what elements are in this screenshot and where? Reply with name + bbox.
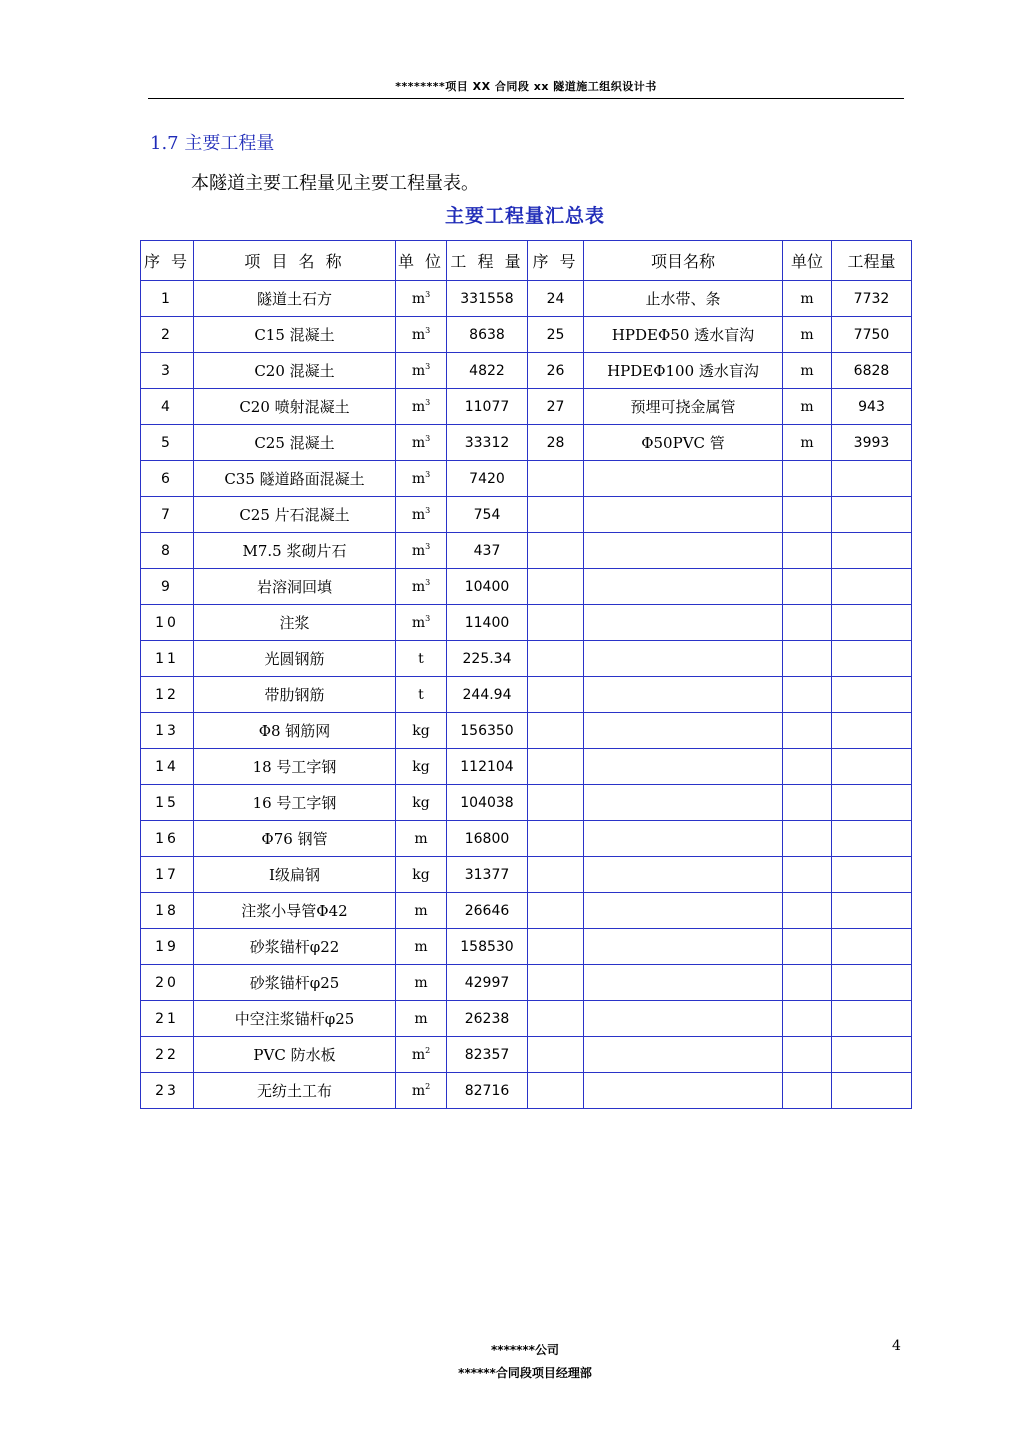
row-number: 7 — [141, 497, 194, 533]
unit-cell — [396, 749, 447, 785]
empty-cell — [584, 1073, 783, 1109]
row-number: 6 — [141, 461, 194, 497]
unit-superscript: 3 — [425, 434, 431, 443]
empty-cell — [783, 893, 832, 929]
empty-cell — [832, 713, 912, 749]
quantity-value: 437 — [447, 533, 528, 569]
empty-cell — [528, 893, 584, 929]
table-row — [141, 569, 912, 605]
row-number: 20 — [141, 965, 194, 1001]
empty-cell — [584, 497, 783, 533]
empty-cell — [832, 821, 912, 857]
empty-cell — [783, 749, 832, 785]
row-number: 9 — [141, 569, 194, 605]
unit-text: m — [411, 363, 426, 379]
item-name: 砂浆锚杆φ25 — [194, 965, 396, 1001]
running-header: ********项目 XX 合同段 xx 隧道施工组织设计书 — [395, 80, 657, 93]
row-number: 11 — [141, 641, 194, 677]
table-row — [141, 929, 912, 965]
empty-cell — [783, 605, 832, 641]
item-name: Ⅰ级扁钢 — [194, 857, 396, 893]
unit-text: t — [418, 650, 424, 667]
table-row — [141, 641, 912, 677]
table-header-row — [141, 241, 912, 281]
table-row — [141, 749, 912, 785]
empty-cell — [832, 1001, 912, 1037]
page-number: 4 — [892, 1338, 901, 1354]
quantity-value: 33312 — [447, 425, 528, 461]
row-number: 27 — [528, 389, 584, 425]
empty-cell — [528, 1037, 584, 1073]
empty-cell — [783, 677, 832, 713]
item-name: C20 喷射混凝土 — [194, 389, 396, 425]
empty-cell — [832, 497, 912, 533]
quantity-value: 156350 — [447, 713, 528, 749]
item-name: Φ8 钢筋网 — [194, 713, 396, 749]
unit-cell — [396, 569, 447, 605]
quantity-value: 7420 — [447, 461, 528, 497]
unit-text: m — [411, 1047, 426, 1063]
quantity-value: 6828 — [832, 353, 912, 389]
item-name: 带肋钢筋 — [194, 677, 396, 713]
unit-text: m — [411, 399, 426, 415]
quantity-value: 8638 — [447, 317, 528, 353]
empty-cell — [832, 785, 912, 821]
row-number: 13 — [141, 713, 194, 749]
empty-cell — [528, 1001, 584, 1037]
table-row — [141, 425, 912, 461]
table-row — [141, 1037, 912, 1073]
quantity-value: 26646 — [447, 893, 528, 929]
unit-cell: m — [783, 353, 832, 389]
empty-cell — [528, 857, 584, 893]
unit-text: m — [411, 471, 426, 487]
item-name: 光圆钢筋 — [194, 641, 396, 677]
empty-cell — [584, 893, 783, 929]
table-row — [141, 353, 912, 389]
row-number: 2 — [141, 317, 194, 353]
table-row — [141, 497, 912, 533]
item-name: 注浆小导管Φ42 — [194, 893, 396, 929]
empty-cell — [528, 641, 584, 677]
unit-cell — [396, 857, 447, 893]
quantity-value: 42997 — [447, 965, 528, 1001]
unit-cell: m — [783, 425, 832, 461]
empty-cell — [528, 533, 584, 569]
empty-cell — [584, 533, 783, 569]
empty-cell — [783, 821, 832, 857]
empty-cell — [783, 461, 832, 497]
row-number: 28 — [528, 425, 584, 461]
unit-superscript: 3 — [425, 578, 431, 587]
unit-text: m — [411, 507, 426, 523]
item-name: Φ50PVC 管 — [584, 425, 783, 461]
row-number: 1 — [141, 281, 194, 317]
unit-cell — [396, 929, 447, 965]
table-row — [141, 677, 912, 713]
unit-cell — [396, 533, 447, 569]
unit-cell — [396, 677, 447, 713]
unit-cell — [396, 425, 447, 461]
empty-cell — [584, 641, 783, 677]
unit-text: kg — [412, 722, 430, 739]
quantity-value: 4822 — [447, 353, 528, 389]
empty-cell — [832, 1037, 912, 1073]
item-name: 隧道土石方 — [194, 281, 396, 317]
unit-cell — [396, 317, 447, 353]
unit-text: kg — [412, 794, 430, 811]
header-divider — [148, 98, 904, 99]
table-row — [141, 821, 912, 857]
unit-cell — [396, 389, 447, 425]
item-name: HPDEΦ50 透水盲沟 — [584, 317, 783, 353]
unit-cell — [396, 821, 447, 857]
empty-cell — [584, 785, 783, 821]
col-header-qty-left: 工 程 量 — [447, 241, 528, 281]
unit-superscript: 3 — [425, 542, 431, 551]
unit-superscript: 3 — [425, 506, 431, 515]
item-name: 16 号工字钢 — [194, 785, 396, 821]
col-header-name-right: 项目名称 — [584, 241, 783, 281]
unit-cell — [396, 461, 447, 497]
empty-cell — [584, 749, 783, 785]
unit-cell — [396, 893, 447, 929]
footer-company: *******公司 — [491, 1343, 559, 1357]
empty-cell — [528, 569, 584, 605]
empty-cell — [584, 1001, 783, 1037]
table-row — [141, 1073, 912, 1109]
empty-cell — [528, 605, 584, 641]
empty-cell — [832, 929, 912, 965]
quantity-value: 82716 — [447, 1073, 528, 1109]
empty-cell — [832, 677, 912, 713]
table-row — [141, 713, 912, 749]
row-number: 23 — [141, 1073, 194, 1109]
table-row — [141, 965, 912, 1001]
empty-cell — [783, 569, 832, 605]
unit-text: m — [414, 974, 428, 991]
unit-superscript: 2 — [425, 1082, 431, 1091]
row-number: 22 — [141, 1037, 194, 1073]
unit-text: m — [411, 291, 426, 307]
empty-cell — [584, 605, 783, 641]
empty-cell — [832, 533, 912, 569]
item-name: 中空注浆锚杆φ25 — [194, 1001, 396, 1037]
empty-cell — [783, 965, 832, 1001]
unit-text: m — [411, 579, 426, 595]
item-name: C15 混凝土 — [194, 317, 396, 353]
unit-cell — [396, 281, 447, 317]
table-row — [141, 389, 912, 425]
empty-cell — [783, 641, 832, 677]
empty-cell — [783, 785, 832, 821]
empty-cell — [584, 929, 783, 965]
empty-cell — [783, 929, 832, 965]
row-number: 12 — [141, 677, 194, 713]
col-header-no-right: 序 号 — [528, 241, 584, 281]
empty-cell — [584, 677, 783, 713]
col-header-unit-right: 单位 — [783, 241, 832, 281]
row-number: 26 — [528, 353, 584, 389]
unit-cell: m — [783, 317, 832, 353]
item-name: M7.5 浆砌片石 — [194, 533, 396, 569]
unit-superscript: 3 — [425, 398, 431, 407]
item-name: 无纺土工布 — [194, 1073, 396, 1109]
empty-cell — [528, 1073, 584, 1109]
table-row — [141, 893, 912, 929]
row-number: 21 — [141, 1001, 194, 1037]
item-name: C25 混凝土 — [194, 425, 396, 461]
row-number: 5 — [141, 425, 194, 461]
col-header-unit-left: 单 位 — [396, 241, 447, 281]
quantity-value: 112104 — [447, 749, 528, 785]
quantity-value: 7732 — [832, 281, 912, 317]
row-number: 16 — [141, 821, 194, 857]
empty-cell — [783, 1037, 832, 1073]
item-name: 止水带、条 — [584, 281, 783, 317]
unit-cell — [396, 1073, 447, 1109]
unit-cell — [396, 1001, 447, 1037]
quantity-value: 16800 — [447, 821, 528, 857]
quantity-value: 754 — [447, 497, 528, 533]
row-number: 3 — [141, 353, 194, 389]
unit-superscript: 2 — [425, 1046, 431, 1055]
empty-cell — [584, 1037, 783, 1073]
empty-cell — [832, 605, 912, 641]
empty-cell — [528, 929, 584, 965]
footer-department: ******合同段项目经理部 — [458, 1366, 592, 1380]
item-name: 18 号工字钢 — [194, 749, 396, 785]
unit-superscript: 3 — [425, 362, 431, 371]
unit-cell — [396, 497, 447, 533]
empty-cell — [832, 857, 912, 893]
unit-cell — [396, 785, 447, 821]
empty-cell — [832, 893, 912, 929]
quantity-value: 943 — [832, 389, 912, 425]
quantity-value: 158530 — [447, 929, 528, 965]
unit-superscript: 3 — [425, 326, 431, 335]
empty-cell — [528, 749, 584, 785]
unit-superscript: 3 — [425, 614, 431, 623]
unit-cell — [396, 1037, 447, 1073]
col-header-name-left: 项 目 名 称 — [194, 241, 396, 281]
empty-cell — [832, 965, 912, 1001]
empty-cell — [832, 569, 912, 605]
table-row — [141, 461, 912, 497]
row-number: 17 — [141, 857, 194, 893]
unit-cell: m — [783, 389, 832, 425]
empty-cell — [528, 785, 584, 821]
empty-cell — [783, 497, 832, 533]
empty-cell — [528, 497, 584, 533]
empty-cell — [832, 749, 912, 785]
unit-text: m — [414, 1010, 428, 1027]
empty-cell — [832, 641, 912, 677]
unit-cell — [396, 713, 447, 749]
unit-superscript: 3 — [425, 290, 431, 299]
row-number: 4 — [141, 389, 194, 425]
quantity-value: 10400 — [447, 569, 528, 605]
empty-cell — [528, 713, 584, 749]
empty-cell — [783, 857, 832, 893]
empty-cell — [528, 461, 584, 497]
item-name: C20 混凝土 — [194, 353, 396, 389]
quantity-value: 225.34 — [447, 641, 528, 677]
empty-cell — [528, 677, 584, 713]
empty-cell — [783, 713, 832, 749]
row-number: 8 — [141, 533, 194, 569]
table-title: 主要工程量汇总表 — [444, 205, 605, 227]
unit-text: m — [411, 327, 426, 343]
item-name: 预埋可挠金属管 — [584, 389, 783, 425]
quantity-value: 31377 — [447, 857, 528, 893]
item-name: C25 片石混凝土 — [194, 497, 396, 533]
table-row — [141, 533, 912, 569]
table-row — [141, 281, 912, 317]
empty-cell — [584, 821, 783, 857]
empty-cell — [783, 1073, 832, 1109]
unit-text: m — [414, 830, 428, 847]
empty-cell — [584, 713, 783, 749]
empty-cell — [528, 965, 584, 1001]
unit-cell — [396, 965, 447, 1001]
unit-text: kg — [412, 758, 430, 775]
quantity-value: 3993 — [832, 425, 912, 461]
quantity-value: 7750 — [832, 317, 912, 353]
unit-text: kg — [412, 866, 430, 883]
unit-cell — [396, 605, 447, 641]
row-number: 14 — [141, 749, 194, 785]
quantity-value: 82357 — [447, 1037, 528, 1073]
row-number: 15 — [141, 785, 194, 821]
row-number: 10 — [141, 605, 194, 641]
col-header-qty-right: 工程量 — [832, 241, 912, 281]
item-name: 砂浆锚杆φ22 — [194, 929, 396, 965]
empty-cell — [783, 533, 832, 569]
quantity-value: 104038 — [447, 785, 528, 821]
unit-text: t — [418, 686, 424, 703]
row-number: 25 — [528, 317, 584, 353]
unit-superscript: 3 — [425, 470, 431, 479]
empty-cell — [584, 857, 783, 893]
quantity-value: 244.94 — [447, 677, 528, 713]
table-row — [141, 857, 912, 893]
empty-cell — [584, 965, 783, 1001]
unit-text: m — [414, 938, 428, 955]
intro-paragraph: 本隧道主要工程量见主要工程量表。 — [191, 173, 479, 194]
empty-cell — [832, 1073, 912, 1109]
table-row — [141, 785, 912, 821]
quantity-table — [140, 240, 912, 1109]
unit-text: m — [411, 543, 426, 559]
unit-cell — [396, 641, 447, 677]
empty-cell — [783, 1001, 832, 1037]
row-number: 18 — [141, 893, 194, 929]
empty-cell — [528, 821, 584, 857]
empty-cell — [584, 461, 783, 497]
col-header-no-left: 序 号 — [141, 241, 194, 281]
table-row — [141, 317, 912, 353]
item-name: 注浆 — [194, 605, 396, 641]
item-name: PVC 防水板 — [194, 1037, 396, 1073]
item-name: Φ76 钢管 — [194, 821, 396, 857]
table-row — [141, 605, 912, 641]
unit-text: m — [411, 615, 426, 631]
unit-text: m — [411, 435, 426, 451]
quantity-value: 26238 — [447, 1001, 528, 1037]
unit-cell — [396, 353, 447, 389]
unit-text: m — [414, 902, 428, 919]
row-number: 19 — [141, 929, 194, 965]
quantity-value: 11077 — [447, 389, 528, 425]
unit-text: m — [411, 1083, 426, 1099]
item-name: 岩溶洞回填 — [194, 569, 396, 605]
item-name: C35 隧道路面混凝土 — [194, 461, 396, 497]
item-name: HPDEΦ100 透水盲沟 — [584, 353, 783, 389]
empty-cell — [584, 569, 783, 605]
section-title: 1.7 主要工程量 — [150, 133, 275, 154]
quantity-value: 331558 — [447, 281, 528, 317]
empty-cell — [832, 461, 912, 497]
unit-cell: m — [783, 281, 832, 317]
quantity-value: 11400 — [447, 605, 528, 641]
table-row — [141, 1001, 912, 1037]
row-number: 24 — [528, 281, 584, 317]
